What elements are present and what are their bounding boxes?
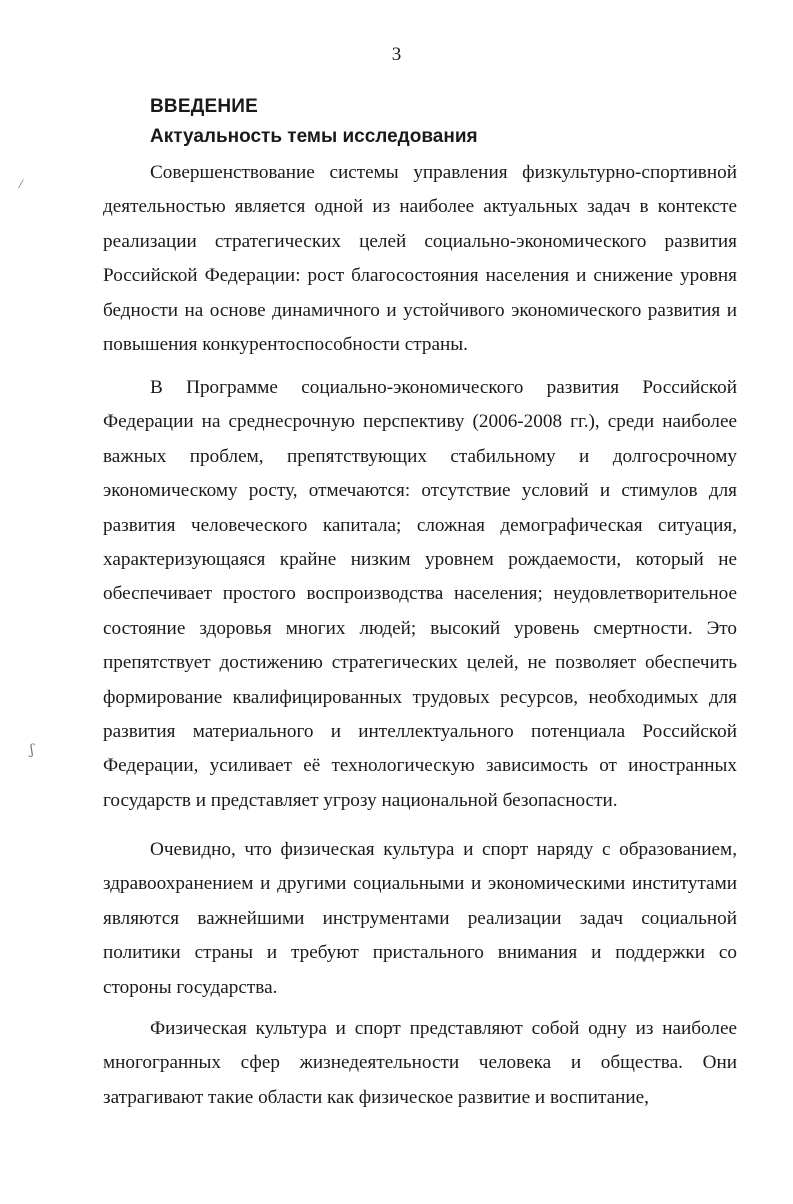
- section-heading: Актуальность темы исследования: [150, 126, 478, 147]
- body-text: [103, 1012, 737, 1115]
- paragraph: Совершенствование системы управления физкультурно-спортивной деятельностью является одной из наиболее актуальных задач в контексте реализации стратегических целей социально-экономического развития Российской Федерации: рост благосостояния населения и снижение уровня бедности на основе динамичного и устойчивого экономического развития и повышения конкурентоспособности страны.: [103, 162, 737, 356]
- paragraph: В Программе социально-экономического развития Российской Федерации на среднесрочную перспективу (2006-2008 гг.), среди наиболее важных проблем, препятствующих стабильному и долгосрочному экономическому росту, отмечаются: отсутствие условий и стимулов для развития человеческого капитала; сложная демографическая ситуация, характеризующаяся крайне низким уровнем рождаемости, который не обеспечивает простого воспроизводства населения; неудовлетворительное состояние здоровья многих людей; высокий уровень смертности. Это препятствует достижению стратегических целей, не позволяет обеспечить формирование квалифицированных трудовых ресурсов, необходимых для развития материального и интеллектуального потенциала Российской Федерации, усиливает её технологическую зависимость от иностранных государств и представляет угрозу национальной безопасности.: [103, 377, 737, 811]
- scan-mark: ʃ: [30, 742, 34, 758]
- scan-mark: ⁄: [20, 178, 22, 191]
- body-text: [103, 156, 737, 362]
- paragraph: Очевидно, что физическая культура и спорт наряду с образованием, здравоохранением и другими социальными и экономическими институтами являются важнейшими инструментами реализации задач социальной политики страны и требуют пристального внимания и поддержки со стороны государства.: [103, 839, 737, 998]
- body-text: [103, 371, 737, 818]
- page-number: 3: [391, 44, 402, 65]
- paragraph: Физическая культура и спорт представляют собой одну из наиболее многогранных сфер жизнедеятельности человека и общества. Они затрагивают такие области как физическое развитие и воспитание,: [103, 1018, 737, 1108]
- page-title: ВВЕДЕНИЕ: [150, 96, 258, 117]
- body-text: [103, 833, 737, 1005]
